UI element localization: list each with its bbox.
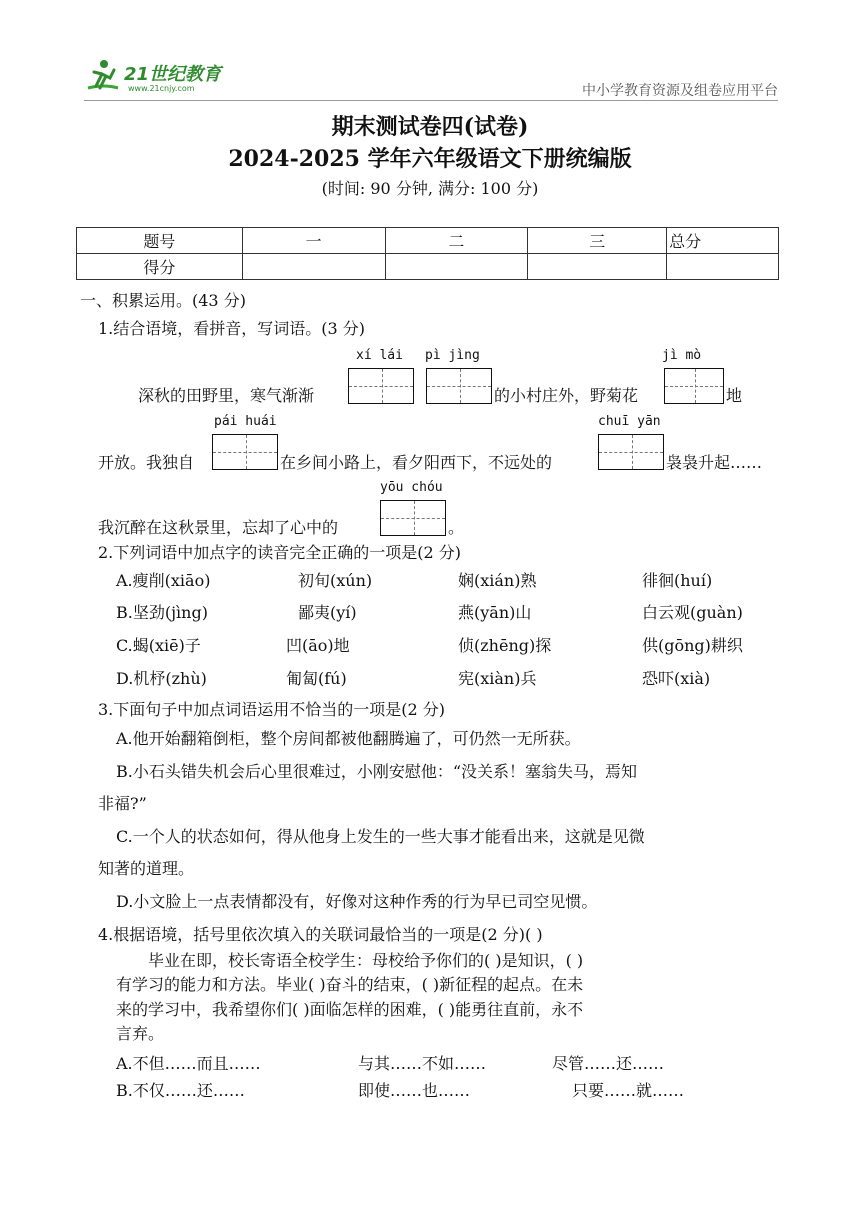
platform-name: 中小学教育资源及组卷应用平台: [582, 83, 778, 99]
passage-text: 言弃。: [116, 1024, 165, 1043]
pinyin-label: chuī yān: [598, 414, 661, 429]
option-item: 初旬(xún): [298, 571, 373, 590]
option-item: 供(gōng)耕织: [642, 636, 743, 655]
pinyin-label: xí lái: [356, 348, 403, 363]
option-item: 匍匐(fú): [286, 669, 347, 688]
site-logo: [84, 58, 234, 98]
passage-text: 。: [448, 518, 465, 537]
passage-text: 有学习的能力和方法。毕业( )奋斗的结束，( )新征程的起点。在未: [116, 975, 584, 994]
pinyin-label: pì jìng: [425, 348, 480, 363]
option-item: 娴(xián)熟: [458, 571, 537, 590]
option-item: D.机杼(zhù): [116, 669, 207, 688]
answer-grid[interactable]: [380, 500, 446, 536]
table-row: [77, 254, 779, 280]
answer-grid[interactable]: [426, 368, 492, 404]
option-item: B.坚劲(jìng): [116, 603, 208, 622]
option-item: 鄙夷(yí): [298, 603, 357, 622]
option-item: 凹(āo)地: [286, 636, 350, 655]
option-item: 恐吓(xià): [642, 669, 711, 688]
option-item: 燕(yān)山: [458, 603, 532, 622]
option-item: B.不仅……还……: [116, 1081, 245, 1100]
option-item: A.他开始翻箱倒柜，整个房间都被他翻腾遍了，可仍然一无所获。: [116, 729, 581, 748]
passage-text: 来的学习中，我希望你们( )面临怎样的困难，( )能勇往直前，永不: [116, 1000, 584, 1019]
option-item: 宪(xiàn)兵: [458, 669, 537, 688]
table-cell: 一: [242, 228, 385, 254]
pinyin-label: yōu chóu: [380, 480, 443, 495]
table-row: [77, 228, 779, 254]
section-heading: 一、积累运用。(43 分): [80, 291, 246, 310]
answer-grid[interactable]: [598, 434, 664, 470]
option-item: 徘徊(huí): [642, 571, 713, 590]
passage-text: 的小村庄外，野菊花: [494, 386, 639, 405]
question-stem: 1.结合语境，看拼音，写词语。(3 分): [98, 319, 366, 338]
passage-text: 毕业在即，校长寄语全校学生：母校给予你们的( )是知识，( ): [148, 951, 584, 970]
option-item: A.瘦削(xiāo): [116, 571, 211, 590]
header-divider: [84, 100, 778, 101]
table-cell: 总分: [667, 228, 779, 254]
passage-text: 袅袅升起……: [666, 453, 763, 472]
answer-grid[interactable]: [212, 434, 278, 470]
option-item: 白云观(guàn): [642, 603, 743, 622]
question-stem: 4.根据语境，括号里依次填入的关联词最恰当的一项是(2 分)( ): [98, 925, 543, 944]
question-stem: 3.下面句子中加点词语运用不恰当的一项是(2 分): [98, 700, 446, 719]
passage-text: 在乡间小路上，看夕阳西下，不远处的: [280, 453, 553, 472]
option-item: 尽管……还……: [552, 1054, 665, 1073]
option-item: 非福?”: [98, 794, 147, 813]
score-input-cell[interactable]: [385, 254, 528, 280]
table-cell: 得分: [77, 254, 243, 280]
logo-subtext: www.21cnjy.com: [128, 84, 195, 93]
option-item: C.一个人的状态如何，得从他身上发生的一些大事才能看出来，这就是见微: [116, 827, 645, 846]
table-cell: 题号: [77, 228, 243, 254]
question-stem: 2.下列词语中加点字的读音完全正确的一项是(2 分): [98, 543, 462, 562]
table-cell: 三: [528, 228, 667, 254]
score-table: [76, 227, 779, 280]
exam-info: (时间: 90 分钟, 满分: 100 分): [321, 179, 539, 198]
logo-text: 21世纪教育: [124, 64, 222, 85]
score-input-cell[interactable]: [667, 254, 779, 280]
option-item: 知著的道理。: [98, 859, 195, 878]
passage-text: 地: [726, 386, 743, 405]
passage-text: 我沉醉在这秋景里，忘却了心中的: [98, 518, 339, 537]
answer-grid[interactable]: [348, 368, 414, 404]
option-item: 侦(zhēng)探: [458, 636, 552, 655]
pinyin-label: jì mò: [662, 348, 702, 363]
pinyin-label: pái huái: [214, 414, 277, 429]
option-item: D.小文脸上一点表情都没有，好像对这种作秀的行为早已司空见惯。: [116, 892, 598, 911]
passage-text: 深秋的田野里，寒气渐渐: [138, 386, 315, 405]
option-item: C.蝎(xiē)子: [116, 636, 201, 655]
option-item: A.不但……而且……: [116, 1054, 261, 1073]
passage-text: 开放。我独自: [98, 453, 195, 472]
page-title: 期末测试卷四(试卷): [331, 114, 529, 140]
option-item: 即使……也……: [358, 1081, 471, 1100]
option-item: B.小石头错失机会后心里很难过，小刚安慰他：“没关系！塞翁失马，焉知: [116, 762, 638, 781]
answer-grid[interactable]: [664, 368, 724, 404]
page-subtitle: 2024-2025 学年六年级语文下册统编版: [228, 146, 632, 172]
score-input-cell[interactable]: [242, 254, 385, 280]
option-item: 与其……不如……: [358, 1054, 487, 1073]
option-item: 只要……就……: [572, 1081, 685, 1100]
score-input-cell[interactable]: [528, 254, 667, 280]
table-cell: 二: [385, 228, 528, 254]
